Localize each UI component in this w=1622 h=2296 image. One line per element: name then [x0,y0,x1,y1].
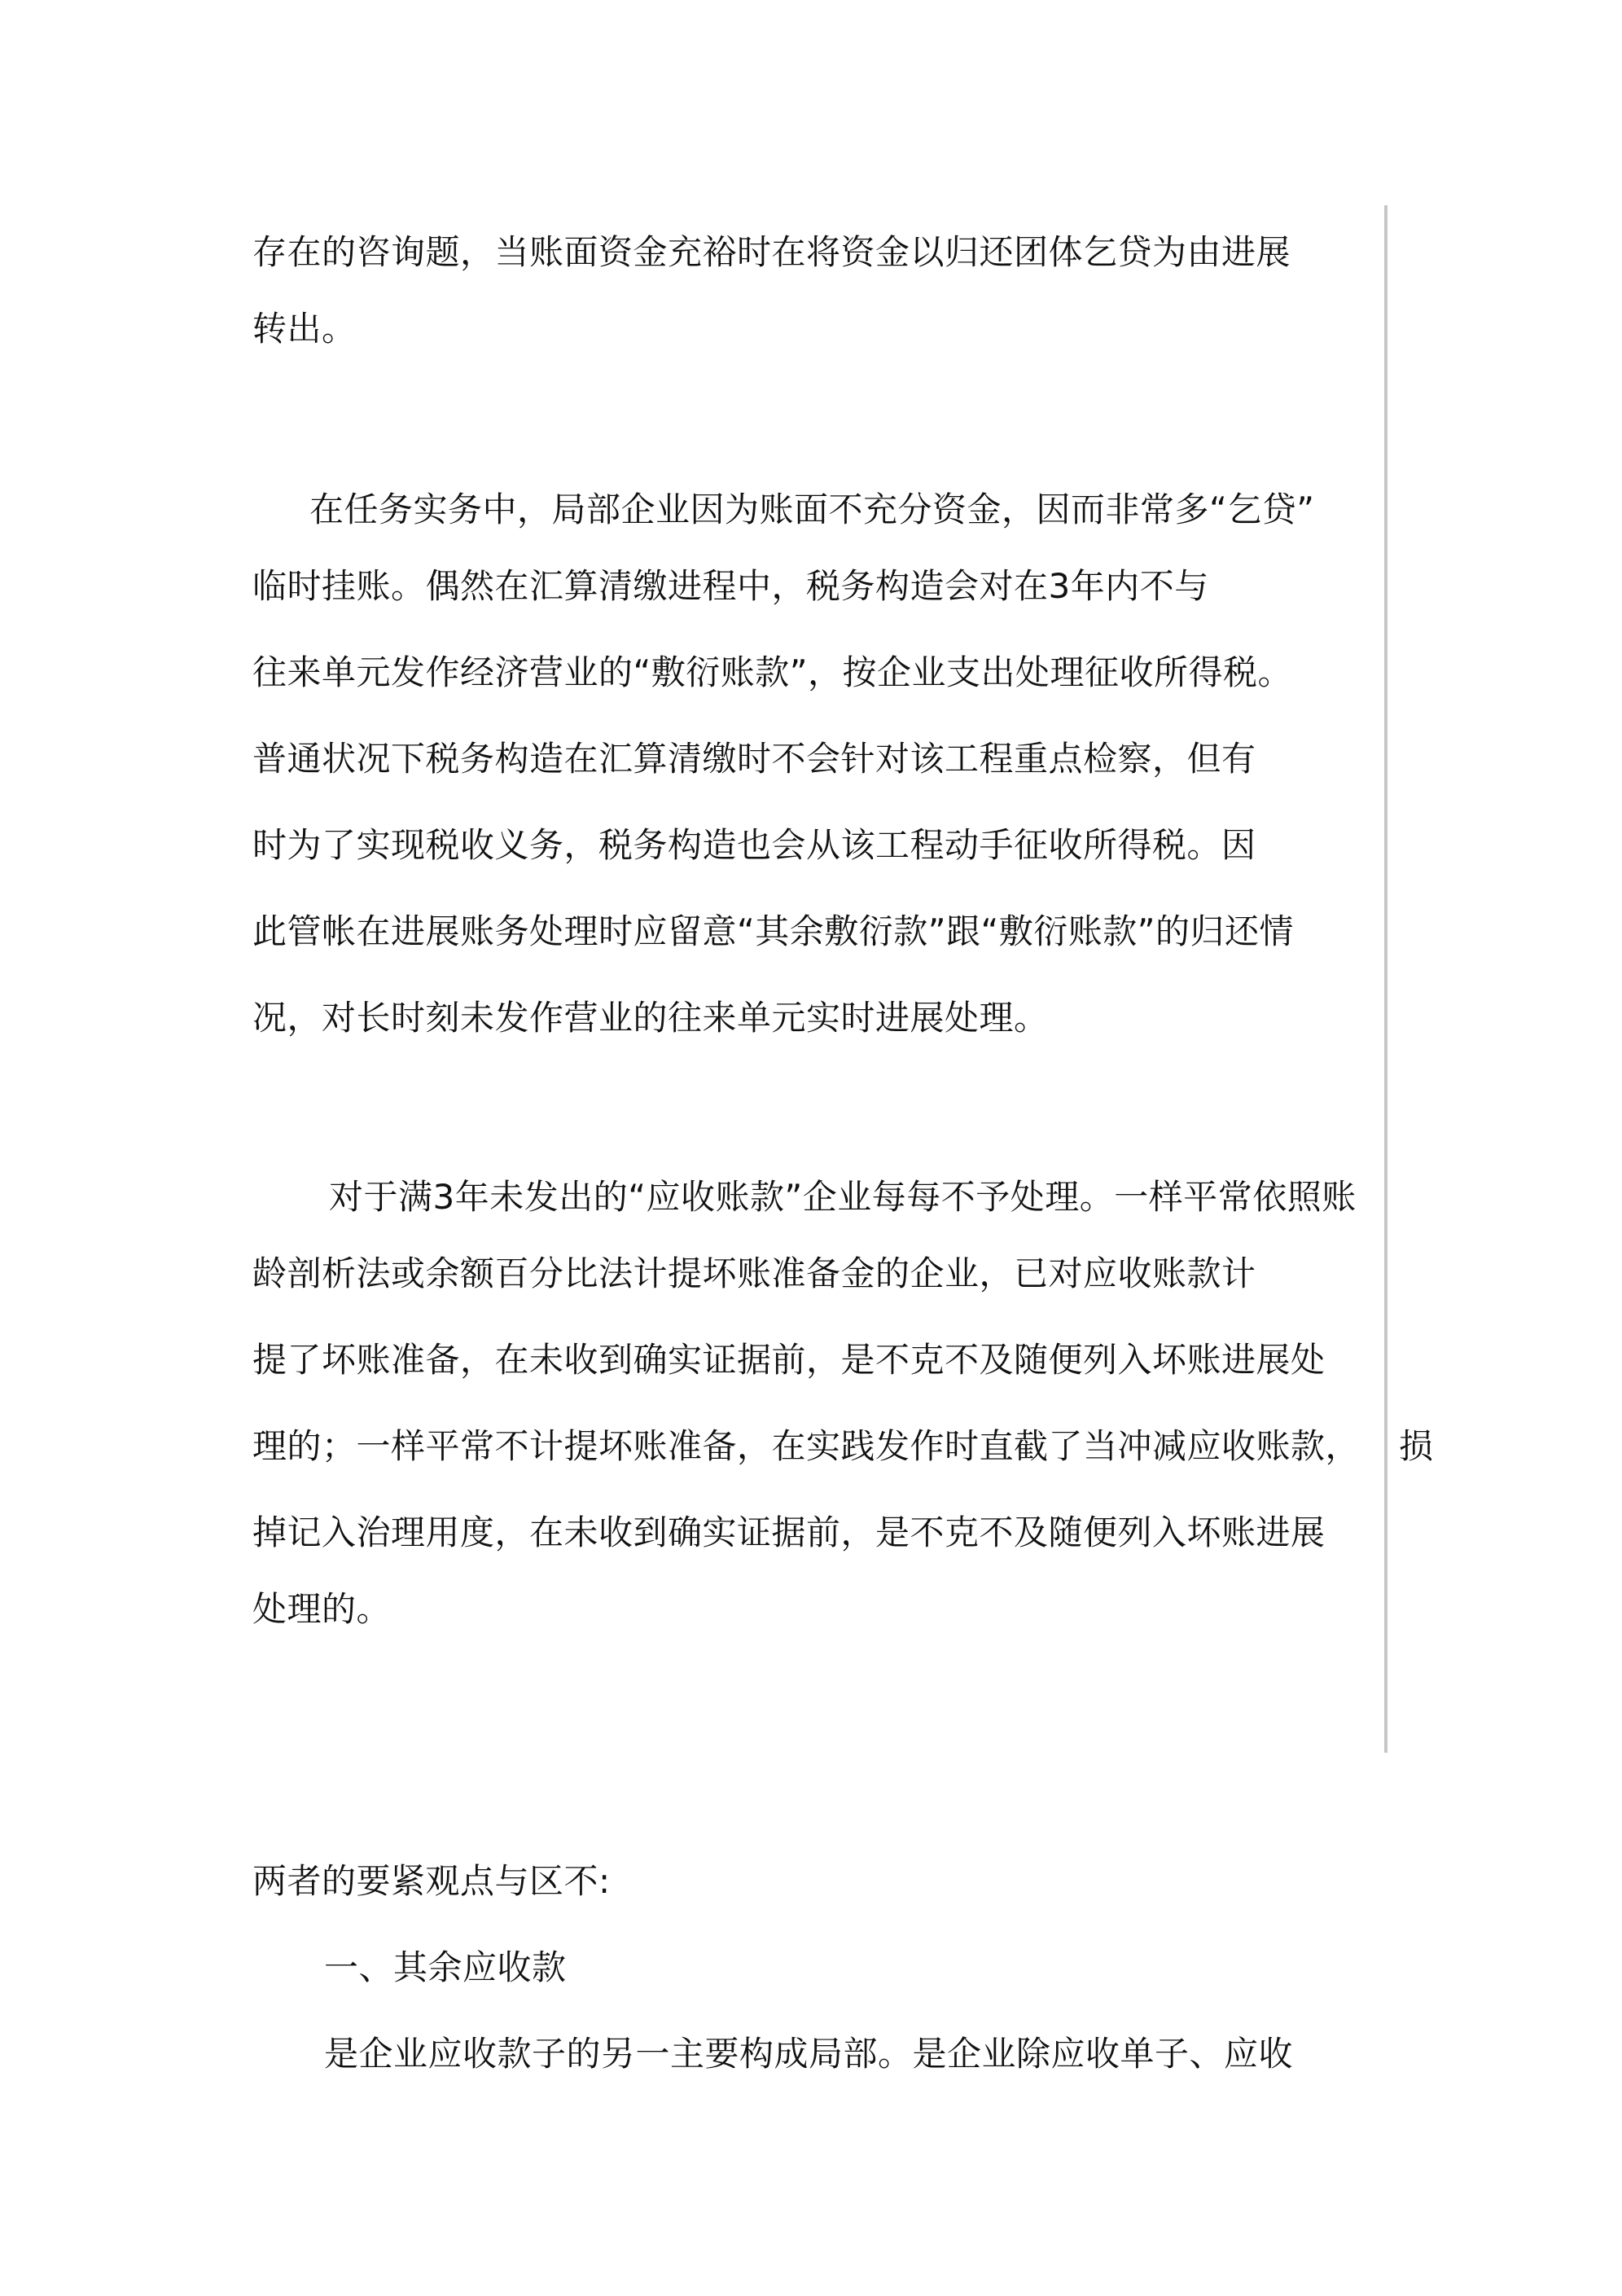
paragraph-line: 况，对长时刻未发作营业的往来单元实时进展处理。 [252,998,1049,1038]
paragraph-line: 往来单元发作经济营业的“敷衍账款”，按企业支出处理征收所得税。 [252,652,1293,692]
paragraph-line: 此管帐在进展账务处理时应留意“其余敷衍款”跟“敷衍账款”的归还情 [252,911,1295,951]
paragraph-line: 是企业应收款子的另一主要构成局部。是企业除应收单子、应收 [324,2034,1294,2074]
paragraph-line: 对于满3年未发出的“应收账款”企业每每不予处理。一样平常依照账 [329,1177,1357,1217]
paragraph-line: 普通状况下税务构造在汇算清缴时不会针对该工程重点检察，但有 [252,739,1256,779]
section-heading: 两者的要紧观点与区不: [252,1861,611,1901]
paragraph-line: 在任务实务中，局部企业因为账面不充分资金，因而非常多“乞贷” [309,489,1315,529]
subsection-heading: 一、其余应收款 [324,1947,567,1987]
paragraph-line: 掉记入治理用度，在未收到确实证据前，是不克不及随便列入坏账进展 [252,1512,1326,1552]
paragraph-line: 处理的。 [252,1589,392,1629]
margin-character: 损 [1399,1426,1434,1466]
paragraph-line: 转出。 [252,309,357,349]
paragraph-line: 存在的咨询题，当账面资金充裕时在将资金以归还团体乞贷为由进展 [252,232,1291,272]
margin-rule [1384,205,1387,1753]
paragraph-line: 理的；一样平常不计提坏账准备，在实践发作时直截了当冲减应收账款， [252,1426,1361,1466]
paragraph-line: 时为了实现税收义务，税务构造也会从该工程动手征收所得税。因 [252,825,1256,865]
paragraph-line: 龄剖析法或余额百分比法计提坏账准备金的企业，已对应收账款计 [252,1253,1256,1293]
paragraph-line: 提了坏账准备，在未收到确实证据前，是不克不及随便列入坏账进展处 [252,1340,1326,1380]
paragraph-line: 临时挂账。偶然在汇算清缴进程中，税务构造会对在3年内不与 [252,566,1209,606]
